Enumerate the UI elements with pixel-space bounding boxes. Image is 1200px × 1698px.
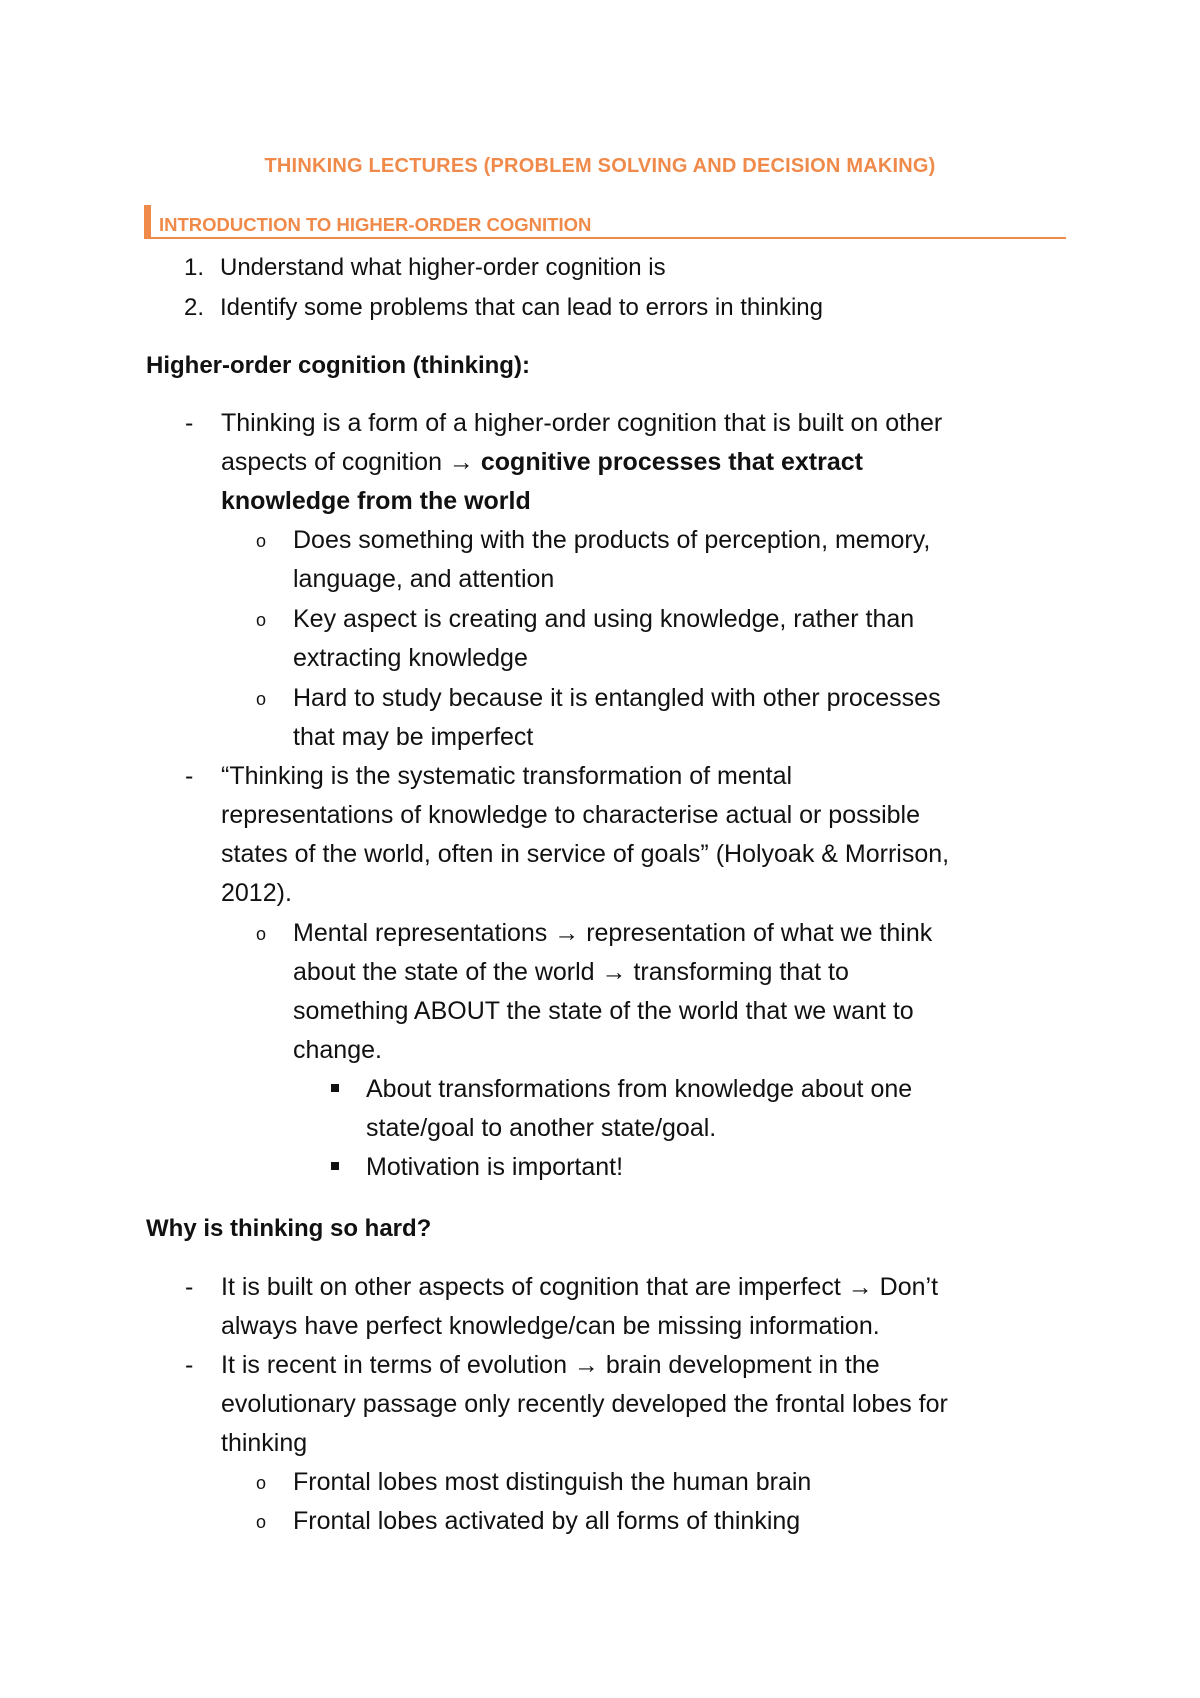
list-item: - “Thinking is the systematic transformation of mental representations of knowledge to characterise actual or possible states of the world, often in service of goals” (Holyoak & Morrison, 2012).: [185, 762, 950, 907]
list-item: 1. Understand what higher-order cognition is: [184, 254, 666, 281]
section-accent-bar: [144, 205, 151, 239]
list-item: o Hard to study because it is entangled with other processes that may be imperfect: [256, 684, 941, 751]
objectives-list: [184, 248, 823, 328]
list-item: o Frontal lobes activated by all forms of thinking: [256, 1507, 801, 1535]
list-item: - It is built on other aspects of cognition that are imperfect → Don’t always have perfect knowledge/can be missing information.: [185, 1273, 939, 1340]
higher-order-heading: Higher-order cognition (thinking):: [146, 352, 530, 379]
list-item: o Mental representations → representation of what we think about the state of the world → transforming that to something ABOUT the state of the world that we want to change.: [256, 919, 933, 1064]
list-item: Motivation is important!: [366, 1148, 1066, 1187]
list-item: - It is recent in terms of evolution → brain development in the evolutionary passage only recently developed the frontal lobes for thinking: [185, 1351, 948, 1457]
document-title: THINKING LECTURES (PROBLEM SOLVING AND DECISION MAKING): [264, 155, 936, 177]
list-item: o Key aspect is creating and using knowledge, rather than extracting knowledge: [256, 605, 915, 672]
square-bullet-icon: [331, 1162, 339, 1170]
list-item: - Thinking is a form of a higher-order cognition that is built on other aspects of cognition → cognitive processes that extract knowledge from the world: [185, 409, 943, 515]
list-item: o Does something with the products of perception, memory, language, and attention: [256, 526, 931, 593]
section-heading: [144, 205, 1066, 239]
list-item: About transformations from knowledge about one state/goal to another state/goal.: [366, 1070, 1066, 1148]
why-hard-heading: Why is thinking so hard?: [146, 1215, 432, 1242]
section-heading-label: INTRODUCTION TO HIGHER-ORDER COGNITION: [159, 214, 592, 235]
list-item: 2. Identify some problems that can lead to errors in thinking: [184, 294, 823, 321]
list-item: o Frontal lobes most distinguish the human brain: [256, 1468, 812, 1496]
square-bullet-icon: [331, 1084, 339, 1092]
